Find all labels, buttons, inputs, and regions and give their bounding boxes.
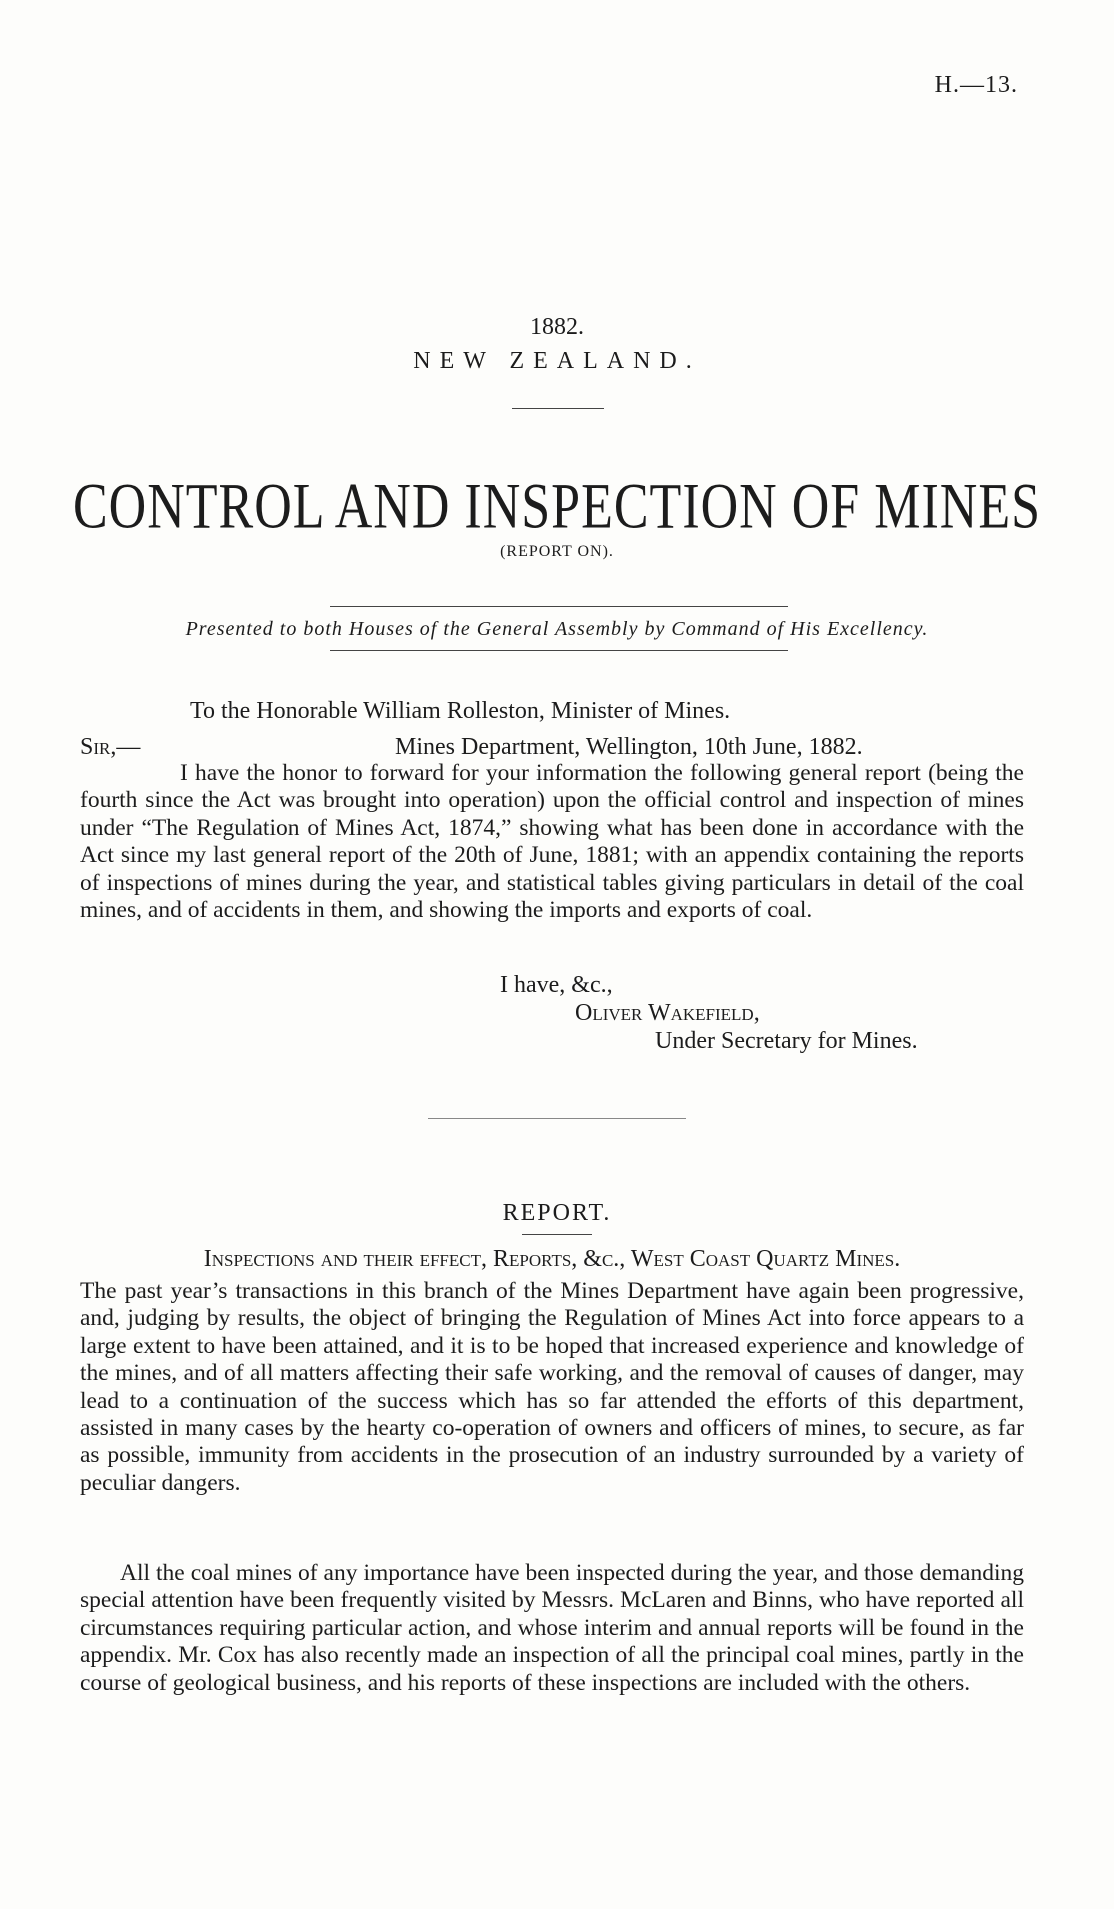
- letter-closing: I have, &c.,: [500, 972, 613, 998]
- presentation-line: Presented to both Houses of the General Assembly by Command of His Excellency.: [185, 618, 929, 640]
- letter-divider: [428, 1118, 686, 1119]
- signature-name: Oliver Wakefield,: [575, 1000, 760, 1026]
- presented-rule-top: [330, 606, 788, 607]
- signature-title: Under Secretary for Mines.: [655, 1028, 918, 1054]
- letter-paragraph: I have the honor to forward for your information the following general report (being the fourth since the Act was brought into operation) upon the official control and inspection of mines under “The Regulation of Mines Act, 1874,” showing what has been done in accordance with the Act since my last general report of the 20th of June, 1881; with an appendix containing the reports of inspections of mines during the year, and statistical tables giving particulars in detail of the coal mines, and of accidents in them, and showing the imports and exports of coal.: [80, 760, 1024, 924]
- publication-year: 1882.: [530, 314, 584, 340]
- letter-addressee: To the Honorable William Rolleston, Minister of Mines.: [190, 698, 731, 724]
- header-divider: [512, 408, 604, 409]
- letter-salutation: Sir,—: [80, 734, 141, 760]
- country-heading: NEW ZEALAND.: [413, 348, 701, 374]
- report-paragraph-1: The past year’s transactions in this branch of the Mines Department have again been progressive, and, judging by results, the object of bringing the Regulation of Mines Act into force appears to a large extent to have been attained, and it is to be hoped that increased experience and knowledge of the mines, and of all matters affecting their safe working, and the removal of causes of danger, may lead to a continuation of the success which has so far attended the efforts of this department, assisted in many cases by the hearty co-operation of owners and officers of mines, to secure, as far as possible, immunity from accidents in the prosecution of an industry surrounded by a variety of peculiar dangers.: [80, 1278, 1024, 1496]
- letter-dateline: Mines Department, Wellington, 10th June, 1882.: [395, 734, 863, 760]
- paper-reference: H.—13.: [934, 72, 1018, 98]
- document-subtitle: (REPORT ON).: [500, 543, 614, 560]
- report-heading: REPORT.: [502, 1200, 612, 1226]
- presented-rule-bottom: [330, 650, 788, 651]
- section-heading: Inspections and their effect, Reports, &c., West Coast Quartz Mines.: [203, 1246, 901, 1272]
- report-paragraph-2: All the coal mines of any importance have been inspected during the year, and those demanding special attention have been frequently visited by Messrs. McLaren and Binns, who have reported all circumstances requiring particular action, and whose interim and annual reports will be found in the appendix. Mr. Cox has also recently made an inspection of all the principal coal mines, partly in the course of geological business, and his reports of these inspections are included with the others.: [80, 1560, 1024, 1696]
- report-heading-rule: [522, 1234, 592, 1235]
- document-title: CONTROL AND INSPECTION OF MINES: [72, 471, 1041, 543]
